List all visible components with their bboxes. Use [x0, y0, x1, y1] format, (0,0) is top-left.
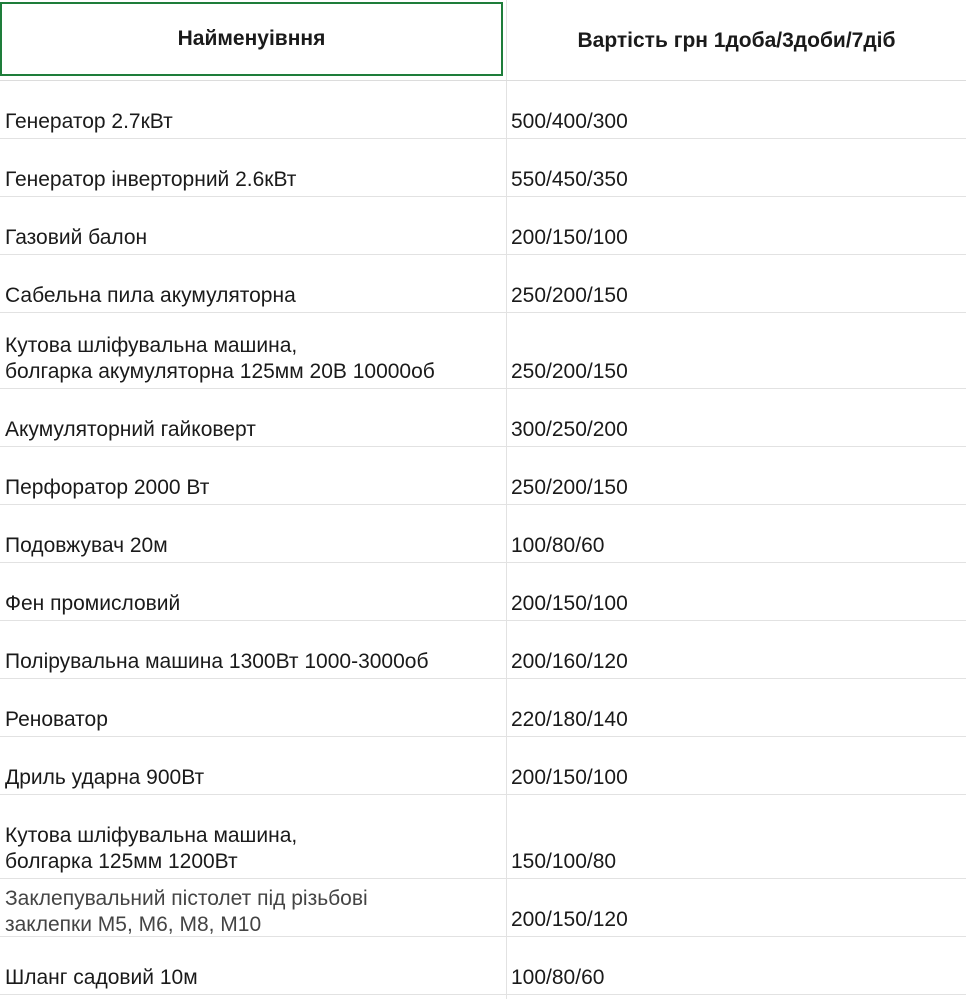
- table-row[interactable]: [0, 139, 966, 197]
- item-name: Дриль ударна 900Вт: [5, 766, 205, 789]
- item-name-line: Кутова шліфувальна машина,: [5, 334, 298, 357]
- item-name-line: болгарка 125мм 1200Вт: [5, 850, 238, 873]
- table-row[interactable]: [0, 795, 966, 879]
- item-price: 200/150/100: [511, 766, 628, 789]
- item-name: [5, 333, 500, 385]
- table-row[interactable]: [0, 313, 966, 389]
- table-row[interactable]: [0, 937, 966, 995]
- item-price: 220/180/140: [511, 708, 628, 731]
- item-price: 250/200/150: [511, 360, 628, 383]
- item-price: 550/450/350: [511, 168, 628, 191]
- item-price: 100/80/60: [511, 534, 605, 557]
- table-row[interactable]: [0, 447, 966, 505]
- item-name: Фен промисловий: [5, 592, 181, 615]
- header-price-label: Вартість грн 1доба/3доби/7діб: [577, 29, 896, 52]
- item-name-line: Кутова шліфувальна машина,: [5, 824, 298, 847]
- item-price: 250/200/150: [511, 476, 628, 499]
- item-price: 300/250/200: [511, 418, 628, 441]
- table-header: [0, 0, 966, 81]
- table-row[interactable]: [0, 255, 966, 313]
- table-row[interactable]: [0, 621, 966, 679]
- table-row[interactable]: [0, 737, 966, 795]
- item-price: 200/160/120: [511, 650, 628, 673]
- table-row[interactable]: [0, 505, 966, 563]
- table-row[interactable]: [0, 679, 966, 737]
- item-price: 200/150/100: [511, 592, 628, 615]
- item-name: Полірувальна машина 1300Вт 1000-3000об: [5, 650, 429, 673]
- item-name: Подовжувач 20м: [5, 534, 168, 557]
- item-name: [5, 886, 500, 938]
- item-name-line: болгарка акумуляторна 125мм 20В 10000об: [5, 360, 435, 383]
- table-row[interactable]: [0, 197, 966, 255]
- item-name: Генератор 2.7кВт: [5, 110, 173, 133]
- item-price: 500/400/300: [511, 110, 628, 133]
- table-row[interactable]: [0, 879, 966, 937]
- item-price: 200/150/100: [511, 226, 628, 249]
- table-row[interactable]: [0, 389, 966, 447]
- table-row[interactable]: [0, 80, 966, 139]
- item-price: 200/150/120: [511, 908, 628, 931]
- item-name: Перфоратор 2000 Вт: [5, 476, 210, 499]
- item-name: [5, 823, 500, 875]
- item-name: Газовий балон: [5, 226, 148, 249]
- header-price-cell[interactable]: [507, 2, 966, 80]
- header-name-cell[interactable]: [0, 2, 503, 76]
- item-price: 250/200/150: [511, 284, 628, 307]
- table-row[interactable]: [0, 563, 966, 621]
- item-name: Генератор інверторний 2.6кВт: [5, 168, 297, 191]
- item-name-line: заклепки М5, М6, М8, М10: [5, 913, 262, 936]
- item-price: 150/100/80: [511, 850, 617, 873]
- item-price: 100/80/60: [511, 966, 605, 989]
- item-name: Реноватор: [5, 708, 108, 731]
- item-name-line: Заклепувальний пістолет під різьбові: [5, 887, 368, 910]
- header-name-label: Найменуівння: [177, 27, 326, 50]
- item-name: Сабельна пила акумуляторна: [5, 284, 296, 307]
- item-name: Акумуляторний гайковерт: [5, 418, 256, 441]
- item-name: Шланг садовий 10м: [5, 966, 198, 989]
